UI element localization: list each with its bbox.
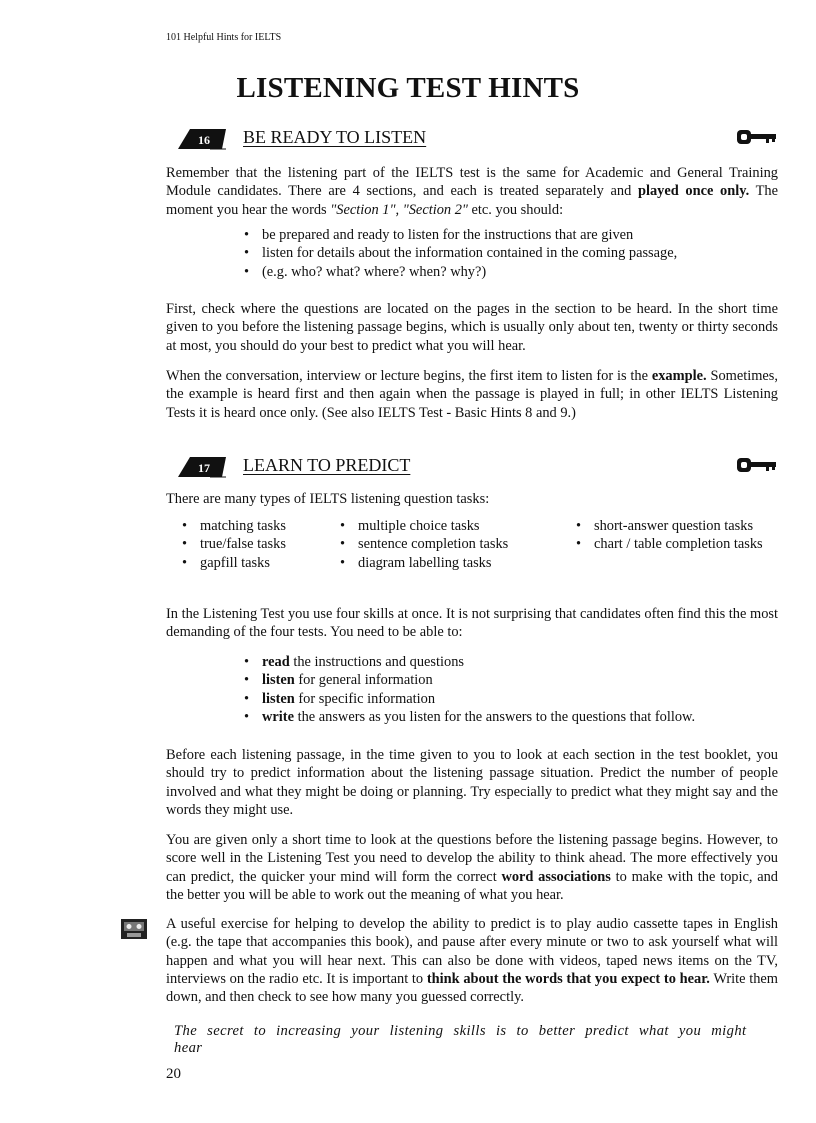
hint-17-title: LEARN TO PREDICT: [243, 455, 411, 475]
hint-16-number: 16: [198, 133, 210, 147]
page-number: 20: [166, 1066, 181, 1082]
list-item: • listen for general information: [244, 671, 774, 689]
hint-16-title: BE READY TO LISTEN: [243, 127, 427, 147]
list-item: • be prepared and ready to listen for the instructions that are given: [244, 226, 764, 244]
hint-17-intro: There are many types of IELTS listening question tasks:: [166, 491, 490, 507]
list-item: • sentence completion tasks: [340, 535, 508, 553]
cassette-tape-icon: [120, 918, 148, 940]
page-title: LISTENING TEST HINTS: [236, 72, 580, 104]
hint-16-bullet-list: [244, 226, 764, 281]
task-types-grid: [182, 517, 792, 591]
hint-17-paragraph-4: A useful exercise for helping to develop the ability to predict is to play audio cassette tapes in English (e.g. the tape that accompanies this book), and pause after every minute or two to ask yourself what will happen and what you will hear next. This can also be done with videos, taped news items on the TV, interviews on the radio etc. It is important to think about the words that you expect to hear. Write them down, and then check to see how many you guessed correctly.: [166, 916, 778, 1006]
hint-16-paragraph-1: Remember that the listening part of the IELTS test is the same for Academic and General Training Module candidates. There are 4 sections, and each is treated separately and played once only. The moment you hear the words "Section 1", "Section 2" etc. you should:: [166, 165, 778, 218]
list-item: • multiple choice tasks: [340, 517, 508, 535]
hint-17-paragraph-3: You are given only a short time to look at the questions before the listening passage begins. However, to score well in the Listening Test you need to develop the ability to think ahead. The more effectively you can predict, the quicker your mind will form the correct word associations to make with the topic, and the better you will be able to work out the meaning of what you hear.: [166, 832, 778, 903]
hint-16-paragraph-2: First, check where the questions are located on the pages in the section to be heard. In the short time given to you before the listening passage begins, which is usually only about ten, twenty or thirty seconds at most, you should do your best to predict what you will hear.: [166, 301, 778, 354]
list-item: • read the instructions and questions: [244, 653, 774, 671]
task-column-3: [576, 517, 763, 554]
hint-number-badge: [170, 128, 226, 150]
list-item: • true/false tasks: [182, 535, 286, 553]
hint-17-header: [166, 452, 778, 480]
hint-16-paragraph-3: When the conversation, interview or lecture begins, the first item to listen for is the example. Sometimes, the example is heard first and then again when the passage is played in full; in other IELTS Listening Tests it is heard once only. (See also IELTS Test - Basic Hints 8 and 9.): [166, 368, 778, 421]
running-head: 101 Helpful Hints for IELTS: [166, 32, 282, 43]
key-icon: [736, 128, 778, 146]
skills-list: [244, 653, 774, 726]
list-item-continuation: • (e.g. who? what? where? when? why?): [244, 263, 764, 281]
list-item: • matching tasks: [182, 517, 286, 535]
task-column-2: [340, 517, 508, 572]
hint-17-number: 17: [198, 461, 210, 475]
list-item: • short-answer question tasks: [576, 517, 763, 535]
list-item: • gapfill tasks: [182, 554, 286, 572]
task-column-1: [182, 517, 286, 572]
hint-16-header: [166, 124, 778, 152]
list-item: • listen for specific information: [244, 690, 774, 708]
list-item: • diagram labelling tasks: [340, 554, 508, 572]
hint-17-paragraph-2: Before each listening passage, in the time given to you to look at each section in the test booklet, you should try to predict information about the listening passage situation. Predict the number of people involved and what they might be doing or planning. Try especially to predict what they might say and the words they might use.: [166, 747, 778, 818]
closing-quote: The secret to increasing your listening skills is to better predict what you might hear: [174, 1023, 747, 1056]
list-item: • listen for details about the information contained in the coming passage,: [244, 244, 764, 262]
hint-17-paragraph-1: In the Listening Test you use four skills at once. It is not surprising that candidates often find this the most demanding of the four tests. You need to be able to:: [166, 606, 778, 641]
list-item: • chart / table completion tasks: [576, 535, 763, 553]
list-item: • write the answers as you listen for the answers to the questions that follow.: [244, 708, 774, 726]
hint-number-badge: [170, 456, 226, 478]
key-icon: [736, 456, 778, 474]
